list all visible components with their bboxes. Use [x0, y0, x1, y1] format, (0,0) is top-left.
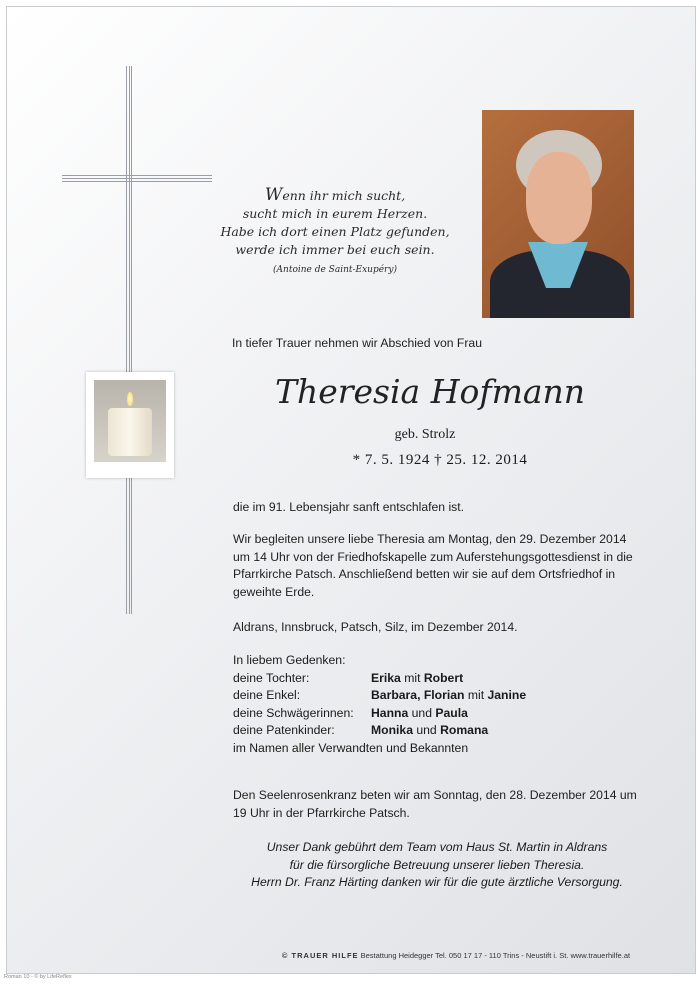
poem-line-4: werde ich immer bei euch sein.: [235, 242, 435, 257]
footer: [236, 951, 676, 960]
thanks-text: Unser Dank gebührt dem Team vom Haus St. Martin in Aldrans für die fürsorgliche Betreuung unserer lieben Theresia. Herrn Dr. Franz Härting danken wir für die gute ärztliche Versorgung.: [251, 840, 623, 889]
poem: [200, 186, 470, 279]
maiden-name: geb. Strolz: [394, 427, 456, 442]
candle-image: [86, 372, 174, 478]
life-dates: * 7. 5. 1924 † 25. 12. 2014: [352, 452, 528, 468]
copyright: Roman 10 - © by LifeReflex: [4, 974, 72, 980]
family-row: deine Tochter: Erika mit Robert: [233, 670, 464, 685]
poem-initial: W: [264, 185, 283, 205]
poem-line-2: sucht mich in eurem Herzen.: [242, 206, 428, 221]
cross-vertical: [126, 66, 132, 614]
age-line: die im 91. Lebensjahr sanft entschlafen ist.: [233, 500, 465, 514]
flame-icon: [127, 392, 133, 406]
family-list: [233, 652, 526, 757]
portrait-photo: [482, 110, 634, 318]
family-row: deine Patenkinder: Monika und Romana: [233, 723, 489, 737]
poem-line-1: enn ihr mich sucht,: [282, 188, 406, 203]
place-date: Aldrans, Innsbruck, Patsch, Silz, im Dezember 2014.: [233, 620, 518, 634]
rosary-text: Den Seelenrosenkranz beten wir am Sonntag, den 28. Dezember 2014 um 19 Uhr in der Pfarrkirche Patsch.: [233, 788, 637, 820]
family-row: deine Enkel: Barbara, Florian mit Janine: [233, 688, 527, 702]
footer-brand: © TRAUER HILFE: [281, 951, 359, 960]
funeral-text: Wir begleiten unsere liebe Theresia am Montag, den 29. Dezember 2014 um 14 Uhr von der Friedhofskapelle zum Auferstehungsgottesdienst in die Pfarrkirche Patsch. Anschließend betten wir sie auf dem Ortsfriedhof in geweihte Erde.: [233, 532, 633, 599]
family-heading: In liebem Gedenken:: [233, 653, 346, 667]
intro-text: In tiefer Trauer nehmen wir Abschied von Frau: [232, 336, 482, 350]
poem-line-3: Habe ich dort einen Platz gefunden,: [220, 224, 450, 239]
family-closing: im Namen aller Verwandten und Bekannten: [233, 740, 469, 755]
poem-author: (Antoine de Saint-Exupéry): [273, 265, 397, 275]
footer-details: Bestattung Heidegger Tel. 050 17 17 - 110 Trins - Neustift i. St. www.trauerhilfe.at: [360, 951, 631, 960]
deceased-name: Theresia Hofmann: [274, 372, 586, 411]
candle-icon: [108, 408, 152, 456]
cross-horizontal: [62, 175, 212, 183]
family-row: deine Schwägerinnen: Hanna und Paula: [233, 705, 468, 720]
